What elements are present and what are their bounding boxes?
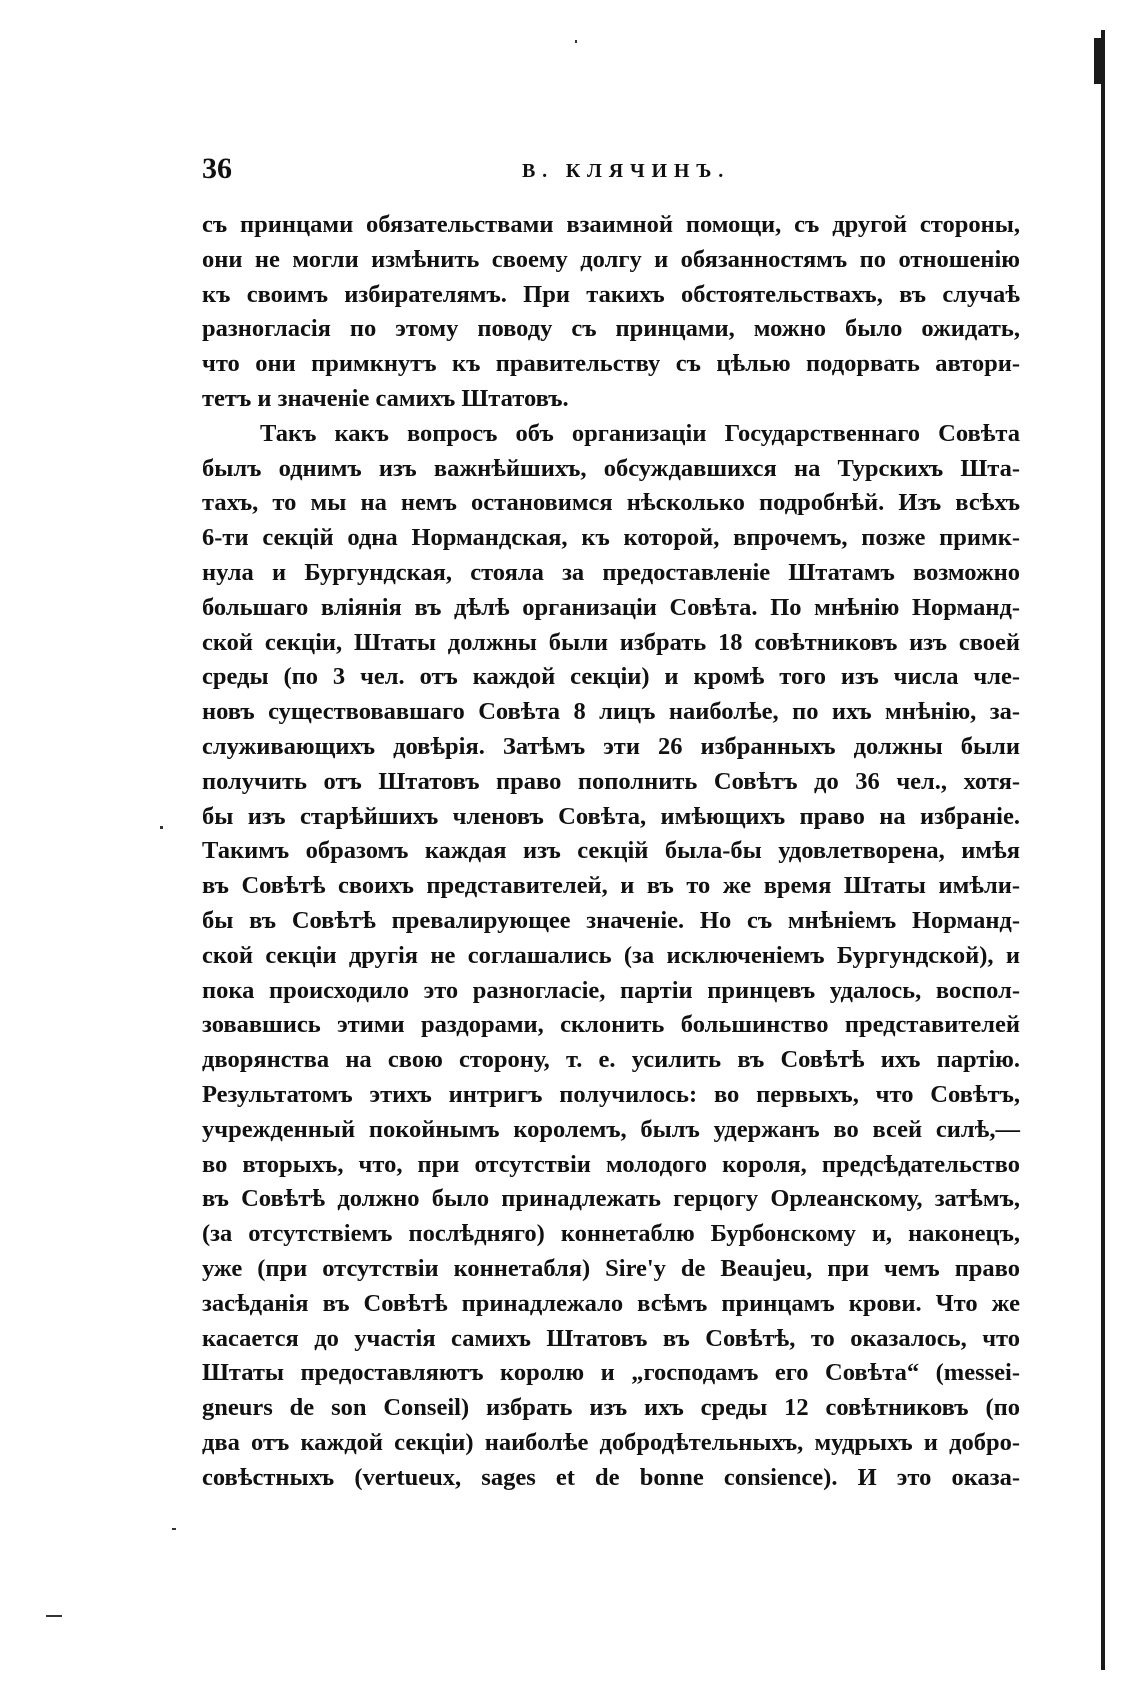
text-line: Штаты предоставляютъ королю и „господамъ его Совѣта“ (messei-: [202, 1359, 1020, 1387]
page-edge-mark: [1094, 38, 1105, 84]
scan-speck: [46, 1615, 62, 1617]
body-text: [202, 208, 1020, 1495]
text-line: пока происходило это разногласіе, партіи принцевъ удалось, воспол-: [202, 976, 1020, 1004]
text-line: что они примкнутъ къ правительству съ цѣлью подорвать автори-: [202, 350, 1020, 378]
text-line: Такимъ образомъ каждая изъ секцій была-бы удовлетворена, имѣя: [202, 837, 1020, 865]
text-line: разногласія по этому поводу съ принцами, можно было ожидать,: [202, 315, 1020, 343]
text-line: среды (по 3 чел. отъ каждой секціи) и кромѣ того изъ числа чле-: [202, 663, 1020, 691]
text-line: нула и Бургундская, стояла за предоставленіе Штатамъ возможно: [202, 558, 1020, 586]
text-line: учрежденный покойнымъ королемъ, былъ удержанъ во всей силѣ,—: [202, 1115, 1020, 1143]
text-line: служивающихъ довѣрія. Затѣмъ эти 26 избранныхъ должны были: [202, 732, 1020, 760]
page-number: 36: [202, 152, 232, 185]
text-line: во вторыхъ, что, при отсутствіи молодого короля, предсѣдательство: [202, 1150, 1020, 1178]
text-line: совѣстныхъ (vertueux, sages et de bonne consience). И это оказа-: [202, 1463, 1020, 1491]
text-line: съ принцами обязательствами взаимной помощи, съ другой стороны,: [202, 211, 1020, 238]
scan-speck: [160, 826, 163, 829]
text-line: касается до участія самихъ Штатовъ въ Совѣтѣ, то оказалось, что: [202, 1324, 1020, 1352]
text-line: въ Совѣтѣ должно было принадлежать герцогу Орлеанскому, затѣмъ,: [202, 1185, 1020, 1213]
page-header: [202, 152, 1022, 192]
text-line: (за отсутствіемъ послѣдняго) коннетаблю Бурбонскому и, наконецъ,: [202, 1220, 1020, 1248]
text-line: въ Совѣтѣ своихъ представителей, и въ то же время Штаты имѣли-: [202, 872, 1020, 900]
page-edge-shadow: [1101, 30, 1105, 1670]
text-line: ской секціи другія не соглашались (за исключеніемъ Бургундской), и: [202, 941, 1020, 969]
text-line: получить отъ Штатовъ право пополнить Совѣтъ до 36 чел., хотя-: [202, 767, 1020, 795]
text-line: къ своимъ избирателямъ. При такихъ обстоятельствахъ, въ случаѣ: [202, 280, 1020, 308]
running-head: В. КЛЯЧИНЪ.: [522, 160, 731, 182]
text-line: ской секціи, Штаты должны были избрать 18 совѣтниковъ изъ своей: [202, 628, 1020, 656]
text-line: gneurs de son Conseil) избрать изъ ихъ среды 12 совѣтниковъ (по: [202, 1394, 1020, 1422]
scan-speck: [575, 40, 577, 43]
text-line: бы изъ старѣйшихъ членовъ Совѣта, имѣющихъ право на избраніе.: [202, 802, 1020, 830]
text-line: они не могли измѣнить своему долгу и обязанностямъ по отношенію: [202, 245, 1020, 273]
text-line: два отъ каждой секціи) наиболѣе добродѣтельныхъ, мудрыхъ и добро-: [202, 1428, 1020, 1456]
text-line: бы въ Совѣтѣ превалирующее значеніе. Но съ мнѣніемъ Норманд-: [202, 906, 1020, 934]
text-line: уже (при отсутствіи коннетабля) Sire'у de Beaujeu, при чемъ право: [202, 1254, 1020, 1282]
scan-speck: [172, 1528, 176, 1530]
text-line: дворянства на свою сторону, т. е. усилить въ Совѣтѣ ихъ партію.: [202, 1046, 1020, 1074]
text-line: тахъ, то мы на немъ остановимся нѣсколько подробнѣй. Изъ всѣхъ: [202, 489, 1020, 517]
text-line: зовавшись этими раздорами, склонить большинство представителей: [202, 1011, 1020, 1039]
text-line: засѣданія въ Совѣтѣ принадлежало всѣмъ принцамъ крови. Что же: [202, 1289, 1020, 1317]
text-line: тетъ и значеніе самихъ Штатовъ.: [202, 384, 569, 412]
text-line: большаго вліянія въ дѣлѣ организаціи Совѣта. По мнѣнію Норманд-: [202, 593, 1020, 621]
text-line: Результатомъ этихъ интригъ получилось: во первыхъ, что Совѣтъ,: [202, 1080, 1020, 1108]
text-line: былъ однимъ изъ важнѣйшихъ, обсуждавшихся на Турскихъ Шта-: [202, 454, 1020, 482]
text-line: 6-ти секцій одна Нормандская, къ которой, впрочемъ, позже примк-: [202, 524, 1020, 552]
text-line: Такъ какъ вопросъ объ организаціи Государственнаго Совѣта: [260, 419, 1020, 447]
text-line: новъ существовавшаго Совѣта 8 лицъ наиболѣе, по ихъ мнѣнію, за-: [202, 698, 1020, 726]
